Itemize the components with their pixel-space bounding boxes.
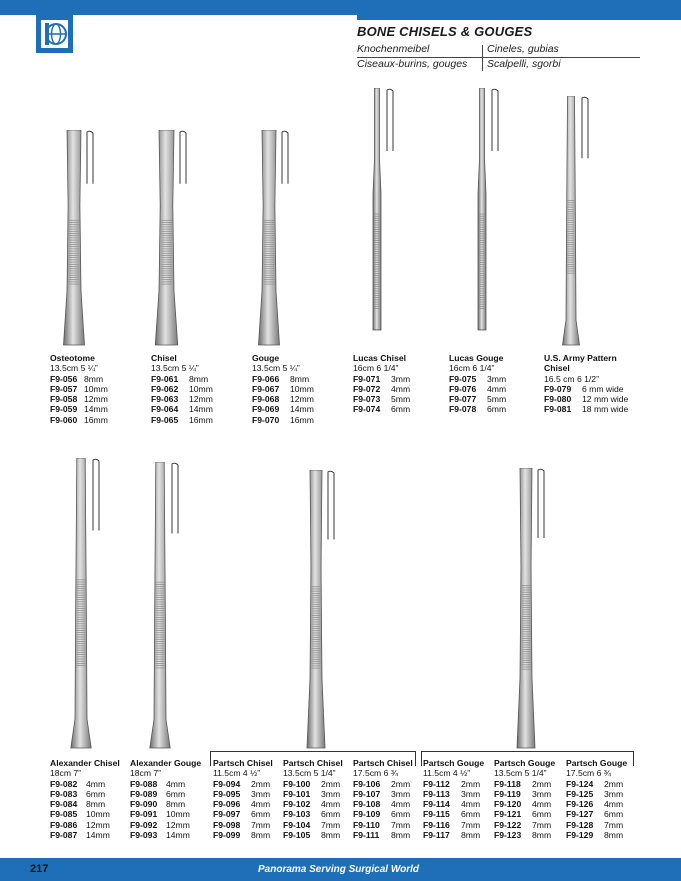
catalog-item (353, 820, 413, 830)
product-title: Chisel (151, 353, 177, 363)
catalog-item (449, 404, 506, 414)
catalog-item (283, 779, 343, 789)
catalog-item (151, 384, 213, 394)
item-spec: 8mm (84, 373, 104, 384)
product-size: 13.5cm 5 ¼” (252, 363, 300, 374)
item-code: F9-101 (283, 788, 311, 799)
item-spec: 7mm (461, 819, 481, 830)
panorama-logo (36, 15, 73, 53)
item-spec: 6mm (321, 809, 341, 820)
subtitle-french: Ciseaux-burins, gouges (357, 58, 468, 70)
item-spec: 2mm (321, 778, 341, 789)
item-spec: 8mm (251, 830, 271, 841)
product-size: 16cm 6 1/4” (449, 363, 495, 374)
item-spec: 3mm (391, 788, 411, 799)
globe-icon (41, 20, 68, 48)
item-code: F9-089 (130, 788, 158, 799)
item-spec: 4mm (604, 799, 624, 810)
product-title: Gouge (252, 353, 280, 363)
catalog-item (353, 384, 410, 394)
chisel-illustration (145, 130, 191, 349)
product-alexander-chisel (50, 758, 120, 840)
product-alexander-gouge (130, 758, 201, 840)
product-title: Partsch Gouge (494, 758, 556, 768)
item-code: F9-106 (353, 778, 381, 789)
item-spec: 4mm (487, 383, 507, 394)
item-spec: 3mm (532, 788, 552, 799)
catalog-item (283, 789, 343, 799)
item-code: F9-105 (283, 830, 311, 841)
item-code: F9-086 (50, 819, 78, 830)
item-spec: 4mm (251, 799, 271, 810)
item-spec: 12mm (86, 819, 110, 830)
catalog-item (283, 820, 343, 830)
product-partsch-gouge-175 (566, 758, 627, 840)
product-title: Partsch Chisel (283, 758, 343, 768)
alexander-chisel-illustration (61, 458, 107, 752)
item-spec: 12mm (189, 394, 213, 405)
catalog-item (353, 779, 413, 789)
item-spec: 14mm (290, 404, 314, 415)
item-code: F9-081 (544, 404, 572, 415)
product-title: Partsch Chisel (353, 758, 413, 768)
item-spec: 3mm (461, 788, 481, 799)
product-size: 13.5cm 5 1/4” (283, 768, 336, 779)
item-code: F9-091 (130, 809, 158, 820)
item-spec: 3mm (391, 373, 411, 384)
item-spec: 10mm (166, 809, 190, 820)
item-spec: 10mm (290, 383, 314, 394)
item-code: F9-121 (494, 809, 522, 820)
item-code: F9-088 (130, 778, 158, 789)
catalog-item (423, 779, 484, 789)
catalog-item (449, 374, 506, 384)
item-spec: 5mm (391, 394, 411, 405)
item-code: F9-100 (283, 778, 311, 789)
item-code: F9-110 (353, 819, 380, 830)
item-spec: 8mm (321, 830, 341, 841)
item-code: F9-115 (423, 809, 450, 820)
catalog-item (213, 809, 273, 819)
catalog-item (50, 799, 120, 809)
item-code: F9-066 (252, 373, 280, 384)
item-code: F9-085 (50, 809, 78, 820)
item-spec: 16mm (189, 414, 213, 425)
item-spec: 14mm (86, 830, 110, 841)
item-code: F9-129 (566, 830, 594, 841)
catalog-item (566, 789, 627, 799)
product-title: Alexander Gouge (130, 758, 202, 768)
product-partsch-chisel-175 (353, 758, 413, 840)
item-code: F9-098 (213, 819, 241, 830)
item-code: F9-108 (353, 799, 381, 810)
item-code: F9-113 (423, 788, 450, 799)
item-spec: 7mm (321, 819, 341, 830)
item-spec: 7mm (532, 819, 552, 830)
item-code: F9-068 (252, 394, 280, 405)
item-spec: 6mm (532, 809, 552, 820)
item-code: F9-118 (494, 778, 521, 789)
catalog-item (213, 820, 273, 830)
catalog-item (353, 830, 413, 840)
partsch-gouge-illustration (506, 468, 552, 752)
item-spec: 10mm (84, 383, 108, 394)
catalog-item (50, 404, 108, 414)
catalog-item (130, 830, 201, 840)
product-us-army-chisel (544, 353, 628, 415)
catalog-item (423, 830, 484, 840)
item-code: F9-093 (130, 830, 158, 841)
catalog-item (130, 789, 201, 799)
product-size: 11.5cm 4 ½” (213, 768, 261, 779)
product-title: Osteotome (50, 353, 95, 363)
product-size: 18cm 7” (130, 768, 162, 779)
product-partsch-chisel-135 (283, 758, 343, 840)
catalog-item (494, 820, 555, 830)
catalog-item (50, 384, 108, 394)
item-spec: 4mm (532, 799, 552, 810)
item-spec: 12mm (166, 819, 190, 830)
item-code: F9-063 (151, 394, 179, 405)
item-spec: 8mm (604, 830, 624, 841)
item-code: F9-082 (50, 778, 78, 789)
item-spec: 16mm (290, 414, 314, 425)
item-code: F9-083 (50, 788, 78, 799)
item-spec: 8mm (461, 830, 481, 841)
product-lucas-gouge (449, 353, 506, 415)
partsch-chisel-illustration (296, 470, 342, 752)
item-spec: 6 mm wide (582, 383, 624, 394)
item-code: F9-095 (213, 788, 241, 799)
item-spec: 14mm (189, 404, 213, 415)
item-code: F9-078 (449, 404, 477, 415)
product-lucas-chisel (353, 353, 410, 415)
catalog-item (566, 820, 627, 830)
item-spec: 8mm (166, 799, 186, 810)
item-code: F9-074 (353, 404, 381, 415)
product-size: 17.5cm 6 ¾ (566, 768, 611, 779)
item-spec: 6mm (166, 788, 186, 799)
product-title: Lucas Chisel (353, 353, 407, 363)
item-spec: 3mm (604, 788, 624, 799)
item-spec: 7mm (251, 819, 271, 830)
product-title: U.S. Army Pattern (544, 353, 617, 363)
catalog-item (494, 830, 555, 840)
product-title: Alexander Chisel (50, 758, 120, 768)
catalog-item (544, 384, 628, 394)
item-spec: 7mm (391, 819, 411, 830)
catalog-item (130, 820, 201, 830)
item-code: F9-072 (353, 383, 381, 394)
catalog-item (544, 404, 628, 414)
lucas-chisel-illustration (359, 88, 405, 344)
catalog-item (494, 799, 555, 809)
page-title: BONE CHISELS & GOUGES (357, 24, 533, 39)
item-spec: 10mm (86, 809, 110, 820)
item-code: F9-059 (50, 404, 78, 415)
item-code: F9-096 (213, 799, 241, 810)
item-code: F9-128 (566, 819, 594, 830)
catalog-item (213, 830, 273, 840)
item-code: F9-069 (252, 404, 280, 415)
catalog-item (353, 789, 413, 799)
catalog-item (50, 415, 108, 425)
product-partsch-gouge-115 (423, 758, 484, 840)
item-spec: 8mm (86, 799, 106, 810)
product-size: 18cm 7” (50, 768, 82, 779)
item-code: F9-070 (252, 414, 280, 425)
item-code: F9-097 (213, 809, 241, 820)
item-spec: 6mm (487, 404, 507, 415)
catalog-item (151, 394, 213, 404)
product-size: 13.5cm 5 ¼” (151, 363, 199, 374)
item-spec: 6mm (86, 788, 106, 799)
item-code: F9-107 (353, 788, 381, 799)
catalog-item (151, 404, 213, 414)
catalog-item (449, 394, 506, 404)
catalog-item (423, 789, 484, 799)
product-size: 11.5cm 4 ½” (423, 768, 471, 779)
catalog-item (50, 789, 120, 799)
catalog-item (252, 415, 314, 425)
item-spec: 3mm (251, 788, 271, 799)
item-spec: 2mm (391, 778, 411, 789)
top-bar (0, 0, 681, 15)
item-spec: 12mm (84, 394, 108, 405)
catalog-item (213, 779, 273, 789)
item-code: F9-123 (494, 830, 522, 841)
item-spec: 8mm (290, 373, 310, 384)
item-spec: 16mm (84, 414, 108, 425)
item-code: F9-090 (130, 799, 158, 810)
item-code: F9-127 (566, 809, 594, 820)
osteotome-illustration (53, 130, 99, 349)
product-size: 16cm 6 1/4” (353, 363, 399, 374)
item-spec: 2mm (604, 778, 624, 789)
item-code: F9-119 (494, 788, 521, 799)
catalog-item (151, 415, 213, 425)
item-code: F9-102 (283, 799, 311, 810)
item-code: F9-071 (353, 373, 381, 384)
subtitle-italian: Scalpelli, sgorbi (487, 58, 561, 70)
catalog-item (130, 799, 201, 809)
subtitle-spanish: Cineles, gubias (487, 43, 559, 55)
product-title: Partsch Gouge (566, 758, 628, 768)
item-spec: 6mm (251, 809, 271, 820)
product-size: 13.5cm 5 ¼” (50, 363, 98, 374)
catalog-item (50, 394, 108, 404)
item-spec: 8mm (391, 830, 411, 841)
gouge-illustration (248, 130, 294, 349)
item-code: F9-112 (423, 778, 450, 789)
item-spec: 3mm (487, 373, 507, 384)
item-code: F9-065 (151, 414, 179, 425)
catalog-item (494, 779, 555, 789)
catalog-item (423, 820, 484, 830)
alexander-gouge-illustration (140, 462, 186, 752)
item-spec: 4mm (391, 799, 411, 810)
catalog-item (213, 789, 273, 799)
item-spec: 5mm (487, 394, 507, 405)
item-code: F9-073 (353, 394, 381, 405)
catalog-item (353, 809, 413, 819)
footer-tagline: Panorama Serving Surgical World (258, 864, 419, 875)
item-spec: 14mm (166, 830, 190, 841)
catalog-item (50, 809, 120, 819)
item-spec: 4mm (166, 778, 186, 789)
catalog-item (252, 374, 314, 384)
catalog-item (353, 374, 410, 384)
item-spec: 4mm (86, 778, 106, 789)
catalog-item (449, 384, 506, 394)
catalog-item (423, 799, 484, 809)
item-code: F9-064 (151, 404, 179, 415)
item-spec: 14mm (84, 404, 108, 415)
catalog-item (130, 779, 201, 789)
catalog-item (494, 789, 555, 799)
item-code: F9-094 (213, 778, 241, 789)
item-spec: 2mm (461, 778, 481, 789)
item-spec: 4mm (461, 799, 481, 810)
product-size: 16.5 cm 6 1/2” (544, 373, 599, 384)
subtitle-german: Knochenmeibel (357, 43, 430, 55)
item-code: F9-077 (449, 394, 477, 405)
item-code: F9-079 (544, 383, 572, 394)
product-partsch-gouge-135 (494, 758, 555, 840)
item-spec: 6mm (391, 404, 411, 415)
lucas-gouge-illustration (464, 88, 510, 344)
subtitle-divider (482, 45, 483, 71)
product-title: Partsch Gouge (423, 758, 485, 768)
item-code: F9-056 (50, 373, 78, 384)
item-code: F9-058 (50, 394, 78, 405)
product-title-line2: Chisel (544, 363, 570, 374)
item-spec: 2mm (251, 778, 271, 789)
item-code: F9-111 (353, 830, 380, 841)
item-spec: 2mm (532, 778, 552, 789)
product-osteotome (50, 353, 108, 425)
catalog-item (50, 779, 120, 789)
catalog-item (130, 809, 201, 819)
product-chisel (151, 353, 213, 425)
catalog-item (283, 799, 343, 809)
item-spec: 12mm (290, 394, 314, 405)
catalog-item (283, 809, 343, 819)
item-code: F9-075 (449, 373, 477, 384)
item-spec: 6mm (461, 809, 481, 820)
catalog-item (213, 799, 273, 809)
item-code: F9-057 (50, 383, 78, 394)
product-title: Partsch Chisel (213, 758, 273, 768)
item-code: F9-117 (423, 830, 450, 841)
catalog-item (50, 820, 120, 830)
item-code: F9-120 (494, 799, 522, 810)
catalog-item (423, 809, 484, 819)
item-code: F9-116 (423, 819, 450, 830)
header-rule (357, 15, 681, 20)
catalog-item (50, 830, 120, 840)
catalog-item (353, 394, 410, 404)
catalog-item (353, 404, 410, 414)
product-size: 17.5cm 6 ¾ (353, 768, 398, 779)
item-code: F9-060 (50, 414, 78, 425)
item-code: F9-125 (566, 788, 594, 799)
item-code: F9-122 (494, 819, 522, 830)
item-spec: 6mm (391, 809, 411, 820)
item-code: F9-114 (423, 799, 450, 810)
item-code: F9-080 (544, 394, 572, 405)
item-code: F9-109 (353, 809, 381, 820)
item-code: F9-104 (283, 819, 311, 830)
item-spec: 8mm (532, 830, 552, 841)
item-spec: 4mm (321, 799, 341, 810)
item-code: F9-099 (213, 830, 241, 841)
catalog-item (566, 799, 627, 809)
catalog-item (252, 384, 314, 394)
item-spec: 7mm (604, 819, 624, 830)
item-code: F9-076 (449, 383, 477, 394)
item-code: F9-084 (50, 799, 78, 810)
item-spec: 18 mm wide (582, 404, 629, 415)
page-number: 217 (30, 863, 49, 875)
product-size: 13.5cm 5 1/4” (494, 768, 547, 779)
item-spec: 8mm (189, 373, 209, 384)
product-title: Lucas Gouge (449, 353, 504, 363)
catalog-item (252, 404, 314, 414)
item-code: F9-092 (130, 819, 158, 830)
catalog-item (50, 374, 108, 384)
item-code: F9-062 (151, 383, 179, 394)
item-code: F9-126 (566, 799, 594, 810)
catalog-item (544, 394, 628, 404)
item-code: F9-087 (50, 830, 78, 841)
catalog-item (252, 394, 314, 404)
item-code: F9-124 (566, 778, 594, 789)
catalog-item (353, 799, 413, 809)
catalog-item (566, 830, 627, 840)
army-chisel-illustration (552, 96, 598, 349)
catalog-item (494, 809, 555, 819)
item-spec: 10mm (189, 383, 213, 394)
product-gouge (252, 353, 314, 425)
item-code: F9-103 (283, 809, 311, 820)
catalog-item (566, 809, 627, 819)
catalog-item (151, 374, 213, 384)
item-code: F9-067 (252, 383, 280, 394)
catalog-item (566, 779, 627, 789)
catalog-item (283, 830, 343, 840)
item-spec: 6mm (604, 809, 624, 820)
item-spec: 4mm (391, 383, 411, 394)
item-spec: 3mm (321, 788, 341, 799)
item-code: F9-061 (151, 373, 179, 384)
product-partsch-chisel-115 (213, 758, 273, 840)
item-spec: 12 mm wide (582, 394, 629, 405)
